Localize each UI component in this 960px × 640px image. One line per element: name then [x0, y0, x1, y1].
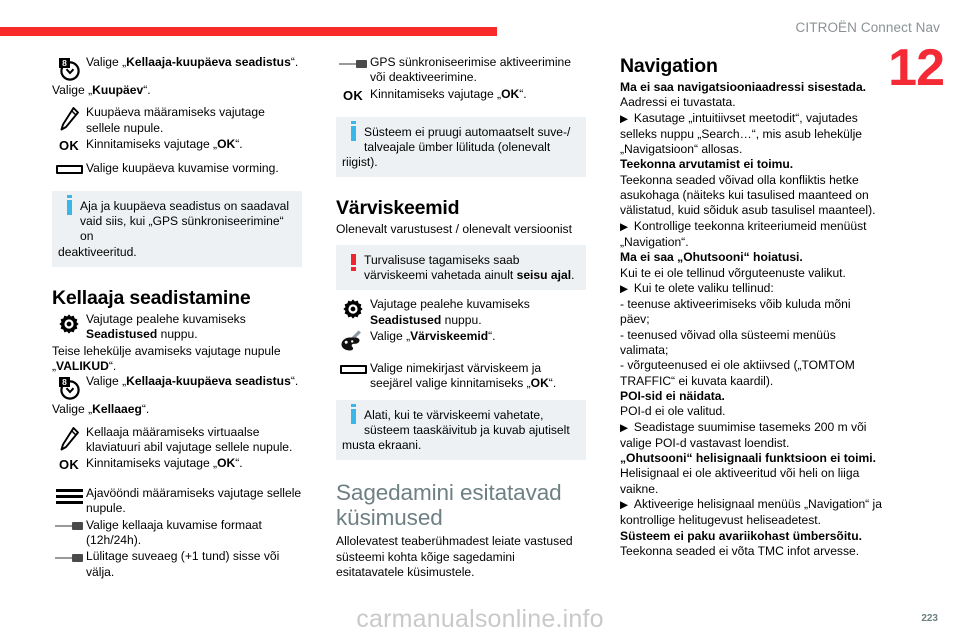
- arrow-icon: ▶: [620, 282, 634, 295]
- step-ok-confirm-2: [52, 456, 302, 472]
- note-info-dst: [336, 117, 586, 178]
- warning-icon: [342, 253, 364, 265]
- step-ok-confirm-gps: [336, 87, 586, 103]
- step-clock-date-setting-2: [52, 374, 302, 401]
- ok-icon: OK: [342, 87, 364, 103]
- note-warning-color-scheme-text: Turvalisuse tagamiseks saab värviskeemi vahetada ainult seisu ajal.: [364, 252, 575, 283]
- step-select-color-scheme-text: Valige „Värviskeemid“.: [370, 328, 496, 343]
- step-dst-toggle-text: Lülitage suveaeg (+1 tund) sisse või välja.: [86, 549, 280, 579]
- faq-answer: Teekonna seaded ei võta TMC infot arvesse.: [620, 543, 860, 558]
- faq-answer: Aadressi ei tuvastata.: [620, 95, 736, 110]
- step-time-format: [52, 518, 302, 549]
- faq-answer: Teekonna seaded võivad olla konfliktis hetke asukohaga (näiteks kui tasulised maanteed on välistatud, kuid sõiduk asub tasulisel maanteel).: [620, 172, 876, 218]
- faq-answer: - võrguteenused ei ole aktiivsed („TOMTOM TRAFFIC“ ei kuvata kaardil).: [620, 358, 855, 388]
- ok-icon: [52, 137, 86, 153]
- faq-solution: ▶ Kontrollige teekonna kriteeriumeid menüüst „Navigation“.: [620, 218, 867, 249]
- step-ok-confirm-1: [52, 137, 302, 153]
- ok-icon: OK: [58, 457, 80, 473]
- note-info-date-time-text: Aja ja kuupäeva seadistus on saadaval vaid siis, kui „GPS sünkroniseerimine“ on: [80, 198, 290, 244]
- arrow-icon: ▶: [620, 112, 634, 125]
- ok-label: OK: [58, 137, 80, 153]
- heading-navigation: Navigation: [620, 55, 718, 77]
- heading-faq: Sagedamini esitatavad küsimused: [336, 480, 562, 531]
- step-gear-settings-1-text: Vajutage pealehe kuvamiseks Seadistused nuppu.: [86, 312, 246, 342]
- slider-toggle-icon: [52, 518, 86, 534]
- info-icon: [58, 199, 80, 215]
- faq-solution: ▶ Aktiveerige helisignaal menüüs „Navigation“ ja kontrollige helitugevust heliseadetest.: [620, 497, 882, 528]
- gear-icon: [52, 312, 86, 335]
- content-columns: [0, 55, 960, 615]
- faq-answer: - teenuse aktiveerimiseks võib kuluda mõni päev;: [620, 297, 851, 327]
- step-dst-toggle: [52, 549, 302, 580]
- faq-question: Ma ei saa „Ohutsooni“ hoiatusi.: [620, 250, 803, 265]
- note-info-restart: [336, 400, 586, 461]
- step-time-format-text: Valige kellaaja kuvamise formaat (12h/24h).: [86, 517, 262, 548]
- step-clock-date-setting: [52, 55, 302, 82]
- faq-solution: ▶ Seadistage suumimise tasemeks 200 m või valige POI-d vastavast loendist.: [620, 419, 867, 450]
- faq-solution: ▶ Kasutage „intuitiivset meetodit“, vajutades selleks nuppu „Search…“, mis asub lehekülje „Navigatsioon“ allosas.: [620, 110, 862, 157]
- chapter-number: 12: [888, 39, 944, 97]
- select-date-text: Valige „Kuupäev“.: [52, 83, 151, 97]
- note-warning-color-scheme: [336, 245, 586, 291]
- emph-clock-date-setting: Kellaaja-kuupäeva seadistus: [126, 55, 291, 69]
- page-number: 223: [921, 613, 938, 624]
- faq-question: „Ohutsooni“ helisignaali funktsioon ei toimi.: [620, 451, 876, 466]
- step-select-color-scheme: [336, 329, 586, 353]
- step-clock-date-setting-text: Valige „Kellaaja-kuupäeva seadistus“.: [86, 55, 299, 69]
- info-icon: [342, 408, 364, 424]
- step-timezone: [52, 486, 302, 517]
- clock-date-icon: [52, 55, 86, 82]
- step-pick-scheme-ok-text: Valige nimekirjast värviskeem ja seejärel valige kinnitamiseks „OK“.: [370, 360, 557, 391]
- pencil-icon: [52, 105, 86, 132]
- faq-question: Teekonna arvutamist ei toimu.: [620, 157, 794, 172]
- step-timezone-text: Ajavööndi määramiseks vajutage sellele nupule.: [86, 486, 302, 516]
- slider-toggle-icon: [52, 549, 86, 565]
- faq-answer: POI-d ei ole valitud.: [620, 404, 726, 419]
- step-date-format: [52, 161, 302, 177]
- arrow-icon: ▶: [620, 499, 634, 512]
- faq-answer: Kui te ei ole tellinud võrguteenuste valikut.: [620, 265, 846, 280]
- bar-button-icon: [52, 161, 86, 177]
- menu-lines-icon: [52, 486, 86, 504]
- column-middle: [336, 55, 586, 580]
- note-info-date-time-cont: deaktiveeritud.: [58, 244, 137, 259]
- step-pencil-date: [52, 105, 302, 136]
- note-info-dst-text: Süsteem ei pruugi automaatselt suve-/ talveajale ümber lülituda (olenevalt: [364, 124, 571, 154]
- note-info-dst-cont: riigist).: [342, 155, 378, 170]
- column-left: [52, 55, 302, 581]
- step-ok-confirm-2-text: Kinnitamiseks vajutage „OK“.: [86, 456, 243, 471]
- step-ok-confirm-1-text: Kinnitamiseks vajutage „OK“.: [86, 136, 243, 151]
- watermark: carmanualsonline.info: [356, 605, 604, 633]
- gear-icon: [336, 297, 370, 320]
- faq-answer: - teenused võivad olla süsteemi menüüs valimata;: [620, 327, 836, 358]
- step-gps-sync-text: GPS sünkroniseerimise aktiveerimine või deaktiveerimine.: [370, 55, 571, 85]
- info-icon: [342, 125, 364, 141]
- faq-list: [620, 80, 882, 559]
- svg-text:8: 8: [62, 377, 67, 388]
- palette-icon: [336, 329, 370, 353]
- faq-intro-text: Allolevatest teaberühmadest leiate vastused süsteemi kohta kõige sagedamini esitatavatele küsimustele.: [336, 534, 573, 580]
- step-pencil-time-text: Kellaaja määramiseks virtuaalse klaviatuuri abil vajutage sellele nupule.: [86, 424, 293, 454]
- arrow-icon: ▶: [620, 220, 634, 233]
- arrow-icon: ▶: [620, 421, 634, 434]
- bar-button-icon: [336, 361, 370, 377]
- faq-question: Ma ei saa navigatsiooniaadressi sisestada.: [620, 80, 867, 94]
- step-pick-scheme-ok: [336, 361, 586, 392]
- note-info-restart-cont: musta ekraani.: [342, 438, 422, 453]
- svg-text:8: 8: [62, 58, 67, 69]
- clock-date-icon: [52, 374, 86, 401]
- brand-title: CITROËN Connect Nav: [795, 20, 940, 35]
- faq-solution: ▶ Kui te olete valiku tellinud:: [620, 280, 774, 295]
- column-right: [620, 55, 882, 559]
- step-gps-sync: [336, 55, 586, 86]
- second-page-text: Teise lehekülje avamiseks vajutage nupule „VALIKUD“.: [52, 343, 281, 373]
- note-info-date-time: [52, 191, 302, 267]
- step-clock-date-setting-2-text: Valige „Kellaaja-kuupäeva seadistus“.: [86, 374, 299, 389]
- faq-question: Süsteem ei paku avariikohast ümbersõitu.: [620, 528, 862, 543]
- step-gear-settings-1: [52, 312, 302, 343]
- faq-question: POI-sid ei näidata.: [620, 388, 725, 403]
- step-pencil-time: [52, 425, 302, 456]
- pencil-icon: [52, 425, 86, 452]
- step-gear-settings-2: [336, 297, 586, 328]
- step-pencil-date-text: Kuupäeva määramiseks vajutage sellele nupule.: [86, 105, 265, 135]
- step-ok-confirm-gps-text: Kinnitamiseks vajutage „OK“.: [370, 86, 527, 101]
- faq-answer: Helisignaal ei ole aktiveeritud või heli on liiga vaikne.: [620, 466, 860, 496]
- note-info-restart-text: Alati, kui te värviskeemi vahetate, süsteem taaskäivitub ja kuvab ajutiselt: [364, 407, 570, 437]
- subtitle-color-schemes: Olenevalt varustusest / olenevalt versioonist: [336, 222, 572, 237]
- step-date-format-text: Valige kuupäeva kuvamise vorming.: [86, 160, 279, 175]
- header-accent-bar: [0, 27, 497, 36]
- step-gear-settings-2-text: Vajutage pealehe kuvamiseks Seadistused nuppu.: [370, 297, 530, 327]
- heading-color-schemes: Värviskeemid: [336, 197, 460, 220]
- heading-clock-setting: Kellaaja seadistamine: [52, 287, 251, 310]
- slider-toggle-icon: [336, 55, 370, 71]
- select-time-text: Valige „Kellaaeg“.: [52, 402, 150, 417]
